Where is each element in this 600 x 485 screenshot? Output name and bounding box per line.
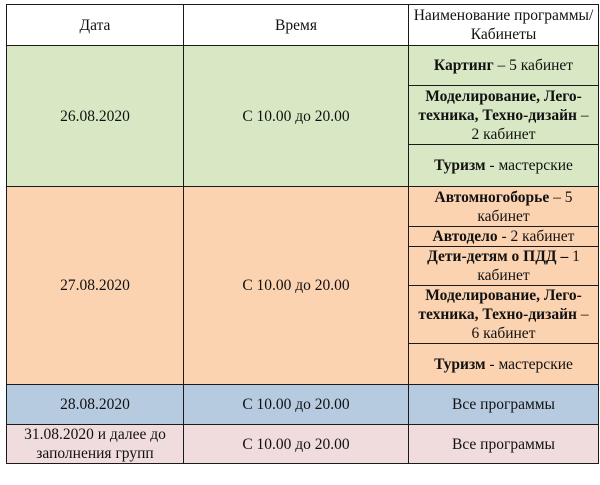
header-program: Наименование программы/ Кабинеты xyxy=(409,5,599,46)
table-row xyxy=(7,425,599,464)
program-name: Картинг xyxy=(433,57,494,74)
program-room: 1 кабинет xyxy=(477,248,580,284)
row-time: С 10.00 до 20.00 xyxy=(184,46,409,187)
program-room: – 6 кабинет xyxy=(471,306,589,342)
program-name: Дети-детям о ПДД – xyxy=(427,248,569,265)
row-date: 26.08.2020 xyxy=(7,46,184,187)
program-cell xyxy=(409,145,599,187)
program-cell xyxy=(409,227,599,247)
program-room: - 2 кабинет xyxy=(497,228,575,245)
program-room: – 2 кабинет xyxy=(471,106,589,143)
program-cell xyxy=(409,86,599,145)
program-name: Автомногоборье xyxy=(434,188,550,206)
header-time: Время xyxy=(184,5,409,46)
row-time: С 10.00 до 20.00 xyxy=(184,187,409,385)
row-time: С 10.00 до 20.00 xyxy=(184,385,409,425)
program-cell xyxy=(409,247,599,286)
row-date: 31.08.2020 и далее до заполнения групп xyxy=(7,425,184,464)
program-room: - мастерские xyxy=(485,157,573,174)
program-room: – 5 кабинет xyxy=(493,57,574,74)
program-cell xyxy=(409,187,599,227)
table-header-row xyxy=(7,5,599,46)
program-cell: Все программы xyxy=(409,385,599,425)
program-cell: Все программы xyxy=(409,425,599,464)
program-cell xyxy=(409,46,599,86)
program-name: Автодело xyxy=(432,228,498,245)
program-name: Моделирование, Лего-техника, Техно-дизайн xyxy=(418,287,582,323)
program-name: Моделирование, Лего-техника, Техно-дизайн xyxy=(418,87,582,124)
row-date: 27.08.2020 xyxy=(7,187,184,385)
header-date: Дата xyxy=(7,5,184,46)
program-name: Туризм xyxy=(434,157,486,174)
program-cell xyxy=(409,286,599,344)
table-row xyxy=(7,187,599,227)
table-row xyxy=(7,46,599,86)
row-time: С 10.00 до 20.00 xyxy=(184,425,409,464)
row-date: 28.08.2020 xyxy=(7,385,184,425)
program-room: - мастерские xyxy=(485,355,573,373)
table-row xyxy=(7,385,599,425)
program-name: Туризм xyxy=(434,355,486,373)
program-cell xyxy=(409,344,599,385)
program-room: – 5 кабинет xyxy=(477,188,573,225)
schedule-table xyxy=(6,4,599,464)
